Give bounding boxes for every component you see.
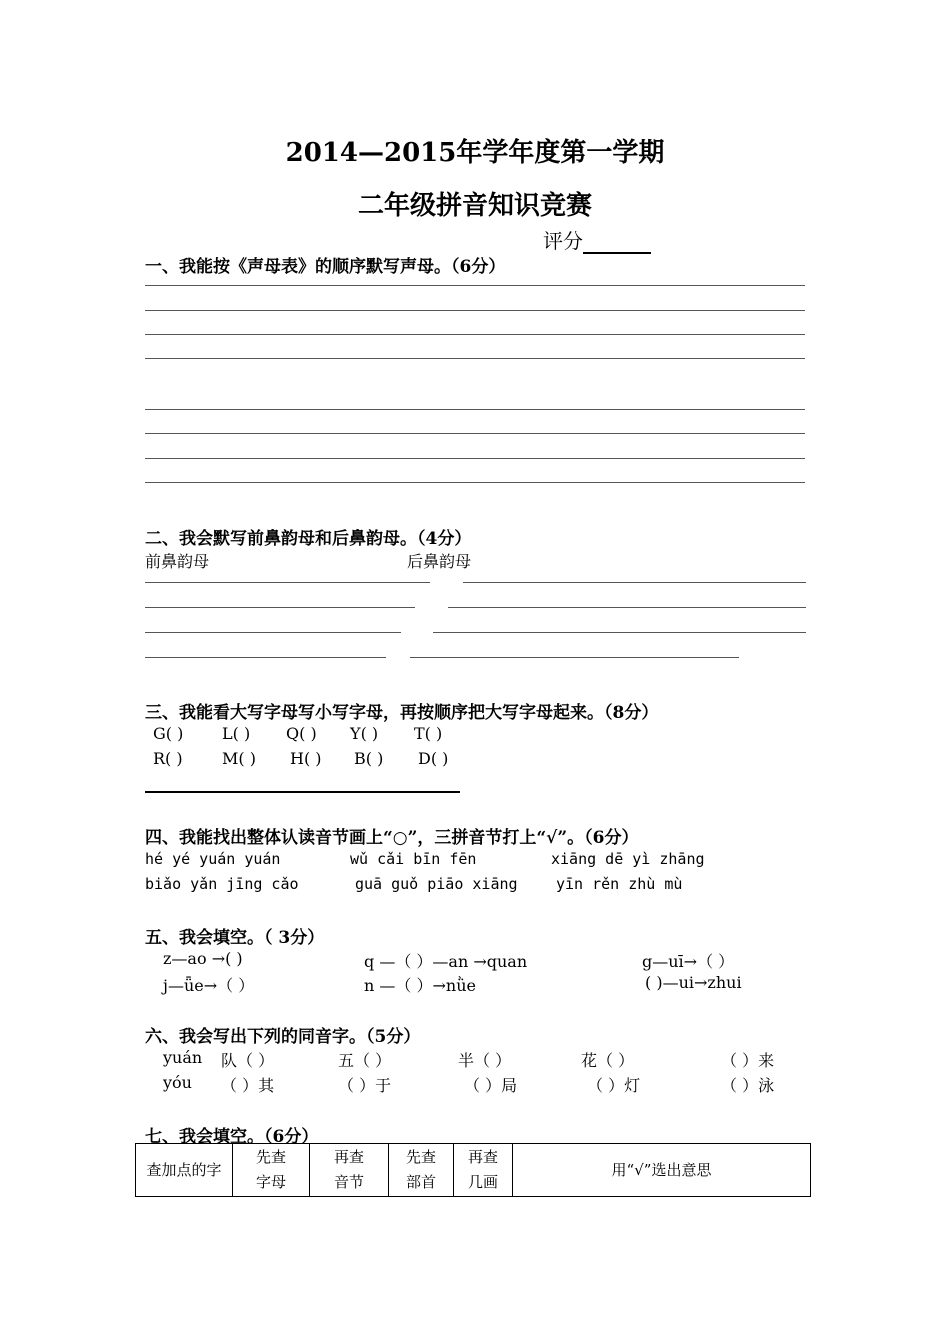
score-field[interactable] (543, 225, 651, 254)
back-nasal-label: 后鼻韵母 (407, 552, 472, 571)
page-title: 2014—2015年学年度第一学期 (285, 138, 665, 168)
back-line[interactable] (433, 632, 806, 633)
section-3-heading: 三、我能看大写字母写小写字母，再按顺序把大写字母起来。（8分） (145, 703, 659, 723)
table-header-row (136, 1144, 811, 1197)
back-line[interactable] (410, 657, 739, 658)
table-header: 再查 几画 (454, 1144, 513, 1197)
table-header: 先查 字母 (233, 1144, 310, 1197)
homophone-item[interactable]: （ ）泳 (721, 1076, 775, 1095)
section-1-heading: 一、我能按《声母表》的顺序默写声母。（6分） (145, 257, 506, 277)
uppercase-item[interactable]: Y( ) (350, 724, 379, 743)
back-line[interactable] (448, 607, 806, 608)
front-line[interactable] (145, 607, 415, 608)
section-2-heading: 二、我会默写前鼻韵母和后鼻韵母。（4分） (145, 529, 472, 549)
uppercase-item[interactable]: L( ) (222, 724, 251, 743)
section-6-heading: 六、我会写出下列的同音字。（5分） (145, 1027, 421, 1047)
writing-line[interactable] (145, 358, 805, 359)
syllable-group[interactable]: xiāng dē yì zhāng (551, 850, 705, 868)
syllable-group[interactable]: wǔ cǎi bīn fēn (350, 850, 477, 868)
uppercase-item[interactable]: Q( ) (286, 724, 317, 743)
section-4-heading: 四、我能找出整体认读音节画上“○”，三拼音节打上“√”。（6分） (145, 828, 639, 848)
fill-item[interactable]: n —（ ）→nǜe (364, 976, 476, 995)
section-7-heading: 七、我会填空。（6分） (145, 1127, 319, 1147)
homophone-item[interactable]: 队（ ） (221, 1051, 275, 1070)
homophone-item[interactable]: （ ）局 (464, 1076, 518, 1095)
table-header: 用“√”选出意思 (513, 1144, 811, 1197)
pinyin-label: yuán (163, 1048, 203, 1067)
uppercase-item[interactable]: B( ) (354, 749, 384, 768)
homophone-item[interactable]: （ ）于 (338, 1076, 392, 1095)
order-answer-line[interactable] (145, 791, 460, 793)
uppercase-item[interactable]: D( ) (418, 749, 449, 768)
score-label: 评分 (543, 229, 583, 253)
fill-item[interactable]: q —（ ）—an →quan (364, 952, 528, 971)
uppercase-item[interactable]: H( ) (290, 749, 322, 768)
syllable-group[interactable]: yīn rěn zhù mù (556, 875, 683, 893)
back-line[interactable] (463, 582, 806, 583)
homophone-item[interactable]: 半（ ） (458, 1051, 512, 1070)
uppercase-item[interactable]: R( ) (153, 749, 183, 768)
front-line[interactable] (145, 632, 401, 633)
homophone-item[interactable]: （ ）灯 (587, 1076, 641, 1095)
front-nasal-label: 前鼻韵母 (145, 552, 210, 571)
writing-line[interactable] (145, 334, 805, 335)
writing-line[interactable] (145, 458, 805, 459)
pinyin-label: yóu (163, 1073, 192, 1092)
uppercase-item[interactable]: T( ) (414, 724, 443, 743)
dictionary-table (135, 1143, 811, 1197)
table-header: 查加点的字 (136, 1144, 233, 1197)
front-line[interactable] (145, 582, 430, 583)
homophone-item[interactable]: 五（ ） (338, 1051, 392, 1070)
table-header: 先查 部首 (389, 1144, 454, 1197)
syllable-group[interactable]: biǎo yǎn jīng cǎo (145, 875, 299, 893)
uppercase-item[interactable]: M( ) (222, 749, 256, 768)
writing-line[interactable] (145, 310, 805, 311)
uppercase-item[interactable]: G( ) (153, 724, 184, 743)
writing-line[interactable] (145, 409, 805, 410)
section-5-heading: 五、我会填空。（ 3分） (145, 928, 325, 948)
writing-line[interactable] (145, 482, 805, 483)
fill-item[interactable]: j—ǖe→（ ） (163, 976, 255, 995)
score-blank[interactable] (583, 232, 651, 254)
page-subtitle: 二年级拼音知识竞赛 (357, 191, 592, 221)
writing-line[interactable] (145, 433, 805, 434)
fill-item[interactable]: z—ao →( ) (163, 949, 243, 968)
homophone-item[interactable]: （ ）来 (721, 1051, 775, 1070)
homophone-item[interactable]: （ ）其 (221, 1076, 275, 1095)
table-header: 再查 音节 (310, 1144, 389, 1197)
writing-line[interactable] (145, 285, 805, 286)
fill-item[interactable]: ( )—ui→zhui (645, 973, 742, 992)
syllable-group[interactable]: guā guǒ piāo xiāng (355, 875, 518, 893)
syllable-group[interactable]: hé yé yuán yuán (145, 850, 281, 868)
homophone-item[interactable]: 花（ ） (581, 1051, 635, 1070)
front-line[interactable] (145, 657, 386, 658)
fill-item[interactable]: g—uī→（ ） (642, 952, 735, 971)
